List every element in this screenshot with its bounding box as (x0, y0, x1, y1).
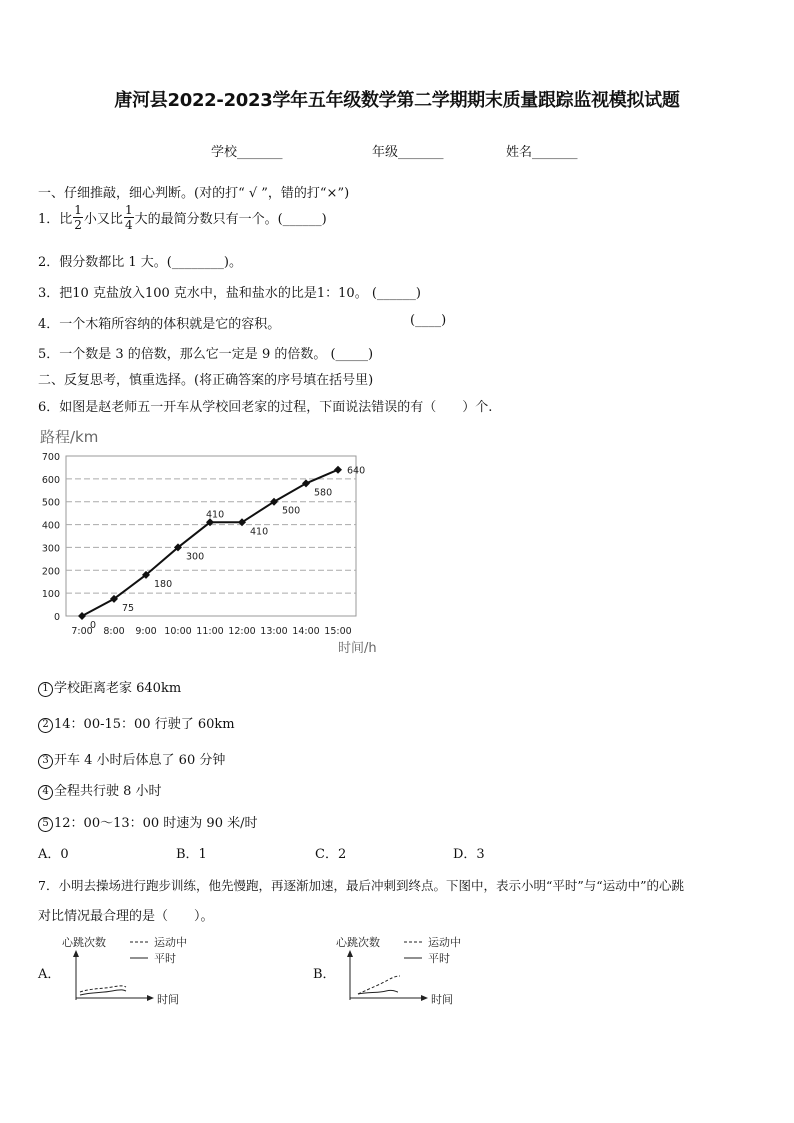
question-6: 6．如图是赵老师五一开车从学校回老家的过程，下面说法错误的有（ ）个. (38, 400, 493, 415)
page-title: 唐河县2022-2023学年五年级数学第二学期期末质量跟踪监视模拟试题 (114, 90, 680, 111)
question-7-line2: 对比情况最合理的是（ ）。 (38, 909, 214, 924)
question-7-line1: 7．小明去操场进行跑步训练，他先慢跑，再逐渐加速，最后冲刺到终点。下图中，表示小明“平时”与“运动中”的心跳 (38, 878, 685, 893)
statement-5: 5 12：00～13：00 时速为 90 米/时 (38, 812, 258, 832)
chart-data-point (302, 479, 310, 487)
chart-y-tick-label: 0 (53, 612, 60, 623)
chart-x-axis-label: 时间/h (338, 641, 377, 656)
statement-2: 2 14：00-15：00 行驶了 60km (38, 713, 235, 733)
chart-y-tick-label: 100 (41, 589, 60, 601)
question-4: 4．一个木箱所容纳的体积就是它的容积。 (38, 317, 281, 332)
q7b-exercise-curve (358, 976, 400, 994)
chart-x-ticks (71, 626, 351, 637)
chart-x-tick-label: 10:00 (164, 626, 192, 637)
q7a-legend-solid: 平时 (154, 952, 176, 965)
school-field: 学校_______ (211, 145, 283, 160)
q7b-legend-solid: 平时 (428, 952, 450, 965)
distance-time-chart (30, 420, 400, 660)
chart-data-label: 640 (347, 465, 366, 477)
chart-data-label: 580 (314, 487, 333, 499)
q7a-x-label: 时间 (157, 993, 179, 1006)
question-5: 5．一个数是 3 的倍数，那么它一定是 9 的倍数。 (_____) (38, 347, 374, 362)
chart-y-axis-label: 路程/km (40, 428, 99, 446)
q7a-legend-dash: 运动中 (154, 936, 187, 949)
chart-x-tick-label: 13:00 (260, 626, 288, 637)
q7b-y-arrow-icon (347, 950, 353, 957)
q1-prefix: 1．比 (38, 212, 73, 227)
statement-4: 4 全程共行驶 8 小时 (38, 780, 162, 800)
option-c: C．2 (315, 847, 347, 862)
q7b-legend-dash: 运动中 (428, 936, 461, 949)
chart-y-tick-label: 400 (41, 520, 60, 532)
chart-y-tick-label: 300 (41, 543, 60, 555)
chart-x-tick-label: 14:00 (292, 626, 320, 637)
chart-data-labels (90, 466, 365, 631)
q7a-y-arrow-icon (73, 950, 79, 957)
option-b: B．1 (176, 847, 207, 862)
chart-data-label: 500 (282, 505, 301, 517)
chart-y-tick-label: 700 (41, 452, 60, 463)
chart-y-tick-label: 200 (41, 566, 60, 578)
grade-field: 年级_______ (372, 145, 444, 160)
chart-x-tick-label: 15:00 (324, 626, 352, 637)
chart-data-label: 300 (186, 551, 205, 563)
q7-option-a-label: A． (38, 967, 61, 982)
option-d: D．3 (453, 847, 485, 862)
question-2: 2．假分数都比 1 大。(________)。 (38, 255, 242, 270)
question-1 (38, 203, 327, 232)
statement-1: 1 学校距离老家 640km (38, 677, 181, 697)
q7-option-b-label: B． (313, 967, 336, 982)
chart-data-point (334, 466, 342, 474)
q7b-y-label: 心跳次数 (336, 936, 380, 949)
chart-x-tick-label: 12:00 (228, 626, 256, 637)
chart-data-label: 410 (206, 509, 225, 521)
q7-option-b-graph (336, 932, 476, 1010)
option-a: A．0 (38, 847, 69, 862)
chart-x-tick-label: 8:00 (103, 626, 125, 637)
chart-x-tick-label: 11:00 (196, 626, 224, 637)
fraction-one-half: $\frac{1}{2}$ (74, 203, 82, 232)
chart-data-point (78, 612, 86, 620)
statement-3: 3 开车 4 小时后体息了 60 分钟 (38, 749, 225, 769)
chart-x-tick-label: 7:00 (71, 626, 93, 637)
chart-y-tick-label: 500 (41, 497, 60, 509)
chart-x-tick-label: 9:00 (135, 626, 157, 637)
question-3: 3．把10 克盐放入100 克水中，盐和盐水的比是1：10。 (______) (38, 286, 421, 301)
q1-suffix: 大的最简分数只有一个。(______) (134, 212, 327, 227)
q7a-x-arrow-icon (147, 995, 154, 1001)
question-4-blank: (____) (410, 313, 447, 328)
chart-data-label: 180 (154, 578, 173, 590)
section2-heading: 二、反复思考，慎重选择。(将正确答案的序号填在括号里) (38, 373, 374, 388)
chart-y-ticks (42, 452, 60, 623)
q7-option-a-graph (62, 932, 202, 1010)
q7b-x-arrow-icon (421, 995, 428, 1001)
q7b-x-label: 时间 (431, 993, 453, 1006)
section1-heading: 一、仔细推敲，细心判断。(对的打“ √ ”，错的打“×”) (38, 186, 350, 201)
chart-data-label: 410 (250, 526, 269, 538)
q1-mid: 小又比 (83, 212, 123, 227)
fraction-one-quarter: $\frac{1}{4}$ (124, 203, 133, 232)
q7a-exercise-curve (80, 986, 126, 992)
chart-y-tick-label: 600 (41, 474, 60, 486)
q7a-y-label: 心跳次数 (62, 936, 106, 949)
chart-series-line (82, 470, 338, 616)
chart-data-label: 0 (90, 620, 97, 631)
name-field: 姓名_______ (506, 145, 578, 160)
chart-data-label: 75 (122, 602, 135, 614)
